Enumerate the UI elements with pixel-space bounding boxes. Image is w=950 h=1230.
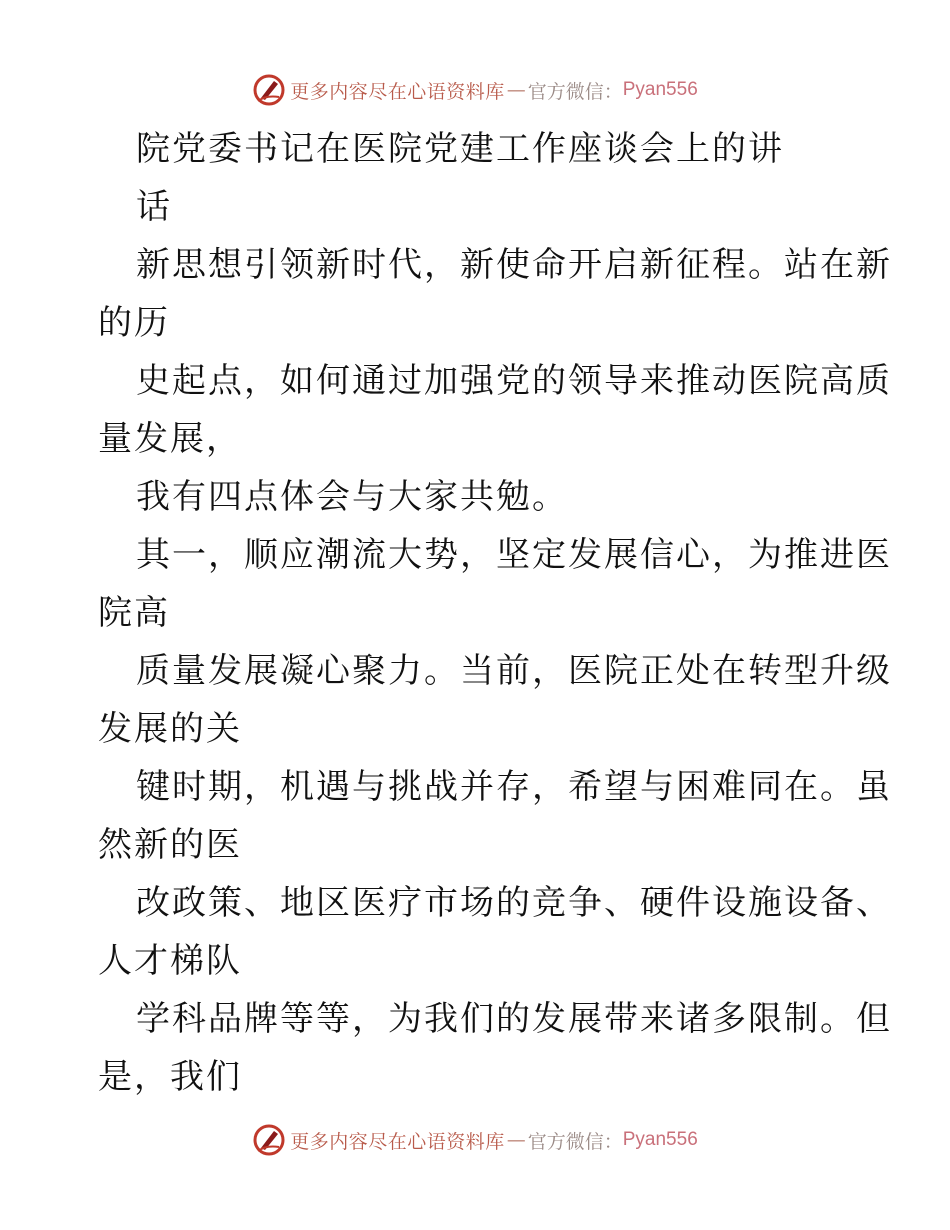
text-line: 院高 [98, 593, 170, 633]
footer-watermark [0, 1122, 950, 1158]
text-line: 然新的医 [98, 825, 242, 865]
text-line: 我有四点体会与大家共勉。 [136, 477, 568, 517]
text-line: 其一，顺应潮流大势，坚定发展信心，为推进医 [136, 535, 892, 575]
watermark-wechat-label: 官方微信： [527, 1130, 623, 1153]
text-line: 发展的关 [98, 709, 242, 749]
text-line: 新思想引领新时代，新使命开启新征程。站在新 [136, 245, 892, 285]
watermark-wechat-label: 官方微信： [527, 80, 623, 103]
header-watermark [0, 72, 950, 108]
watermark-wechat-id: Pyan556 [622, 79, 698, 100]
watermark-site-text: 更多内容尽在心语资料库 [290, 80, 505, 103]
watermark-site-text: 更多内容尽在心语资料库 [290, 1130, 505, 1153]
title-line-2: 话 [136, 187, 172, 227]
text-line: 键时期，机遇与挑战并存，希望与困难同在。虽 [136, 767, 892, 807]
quill-logo-icon [252, 1123, 286, 1157]
text-line: 质量发展凝心聚力。当前，医院正处在转型升级 [136, 651, 892, 691]
watermark-separator: — [506, 1129, 526, 1151]
quill-logo-icon [252, 73, 286, 107]
text-line: 改政策、地区医疗市场的竞争、硬件设施设备、 [136, 883, 892, 923]
text-line: 的历 [98, 303, 170, 343]
text-line: 史起点，如何通过加强党的领导来推动医院高质 [136, 361, 892, 401]
text-line: 量发展， [98, 419, 242, 459]
watermark-separator: — [506, 79, 526, 101]
watermark-wechat-id: Pyan556 [622, 1129, 698, 1150]
title-line-1: 院党委书记在医院党建工作座谈会上的讲 [136, 129, 784, 169]
text-line: 是，我们 [98, 1057, 242, 1097]
text-line: 人才梯队 [98, 941, 242, 981]
text-line: 学科品牌等等，为我们的发展带来诸多限制。但 [136, 999, 892, 1039]
